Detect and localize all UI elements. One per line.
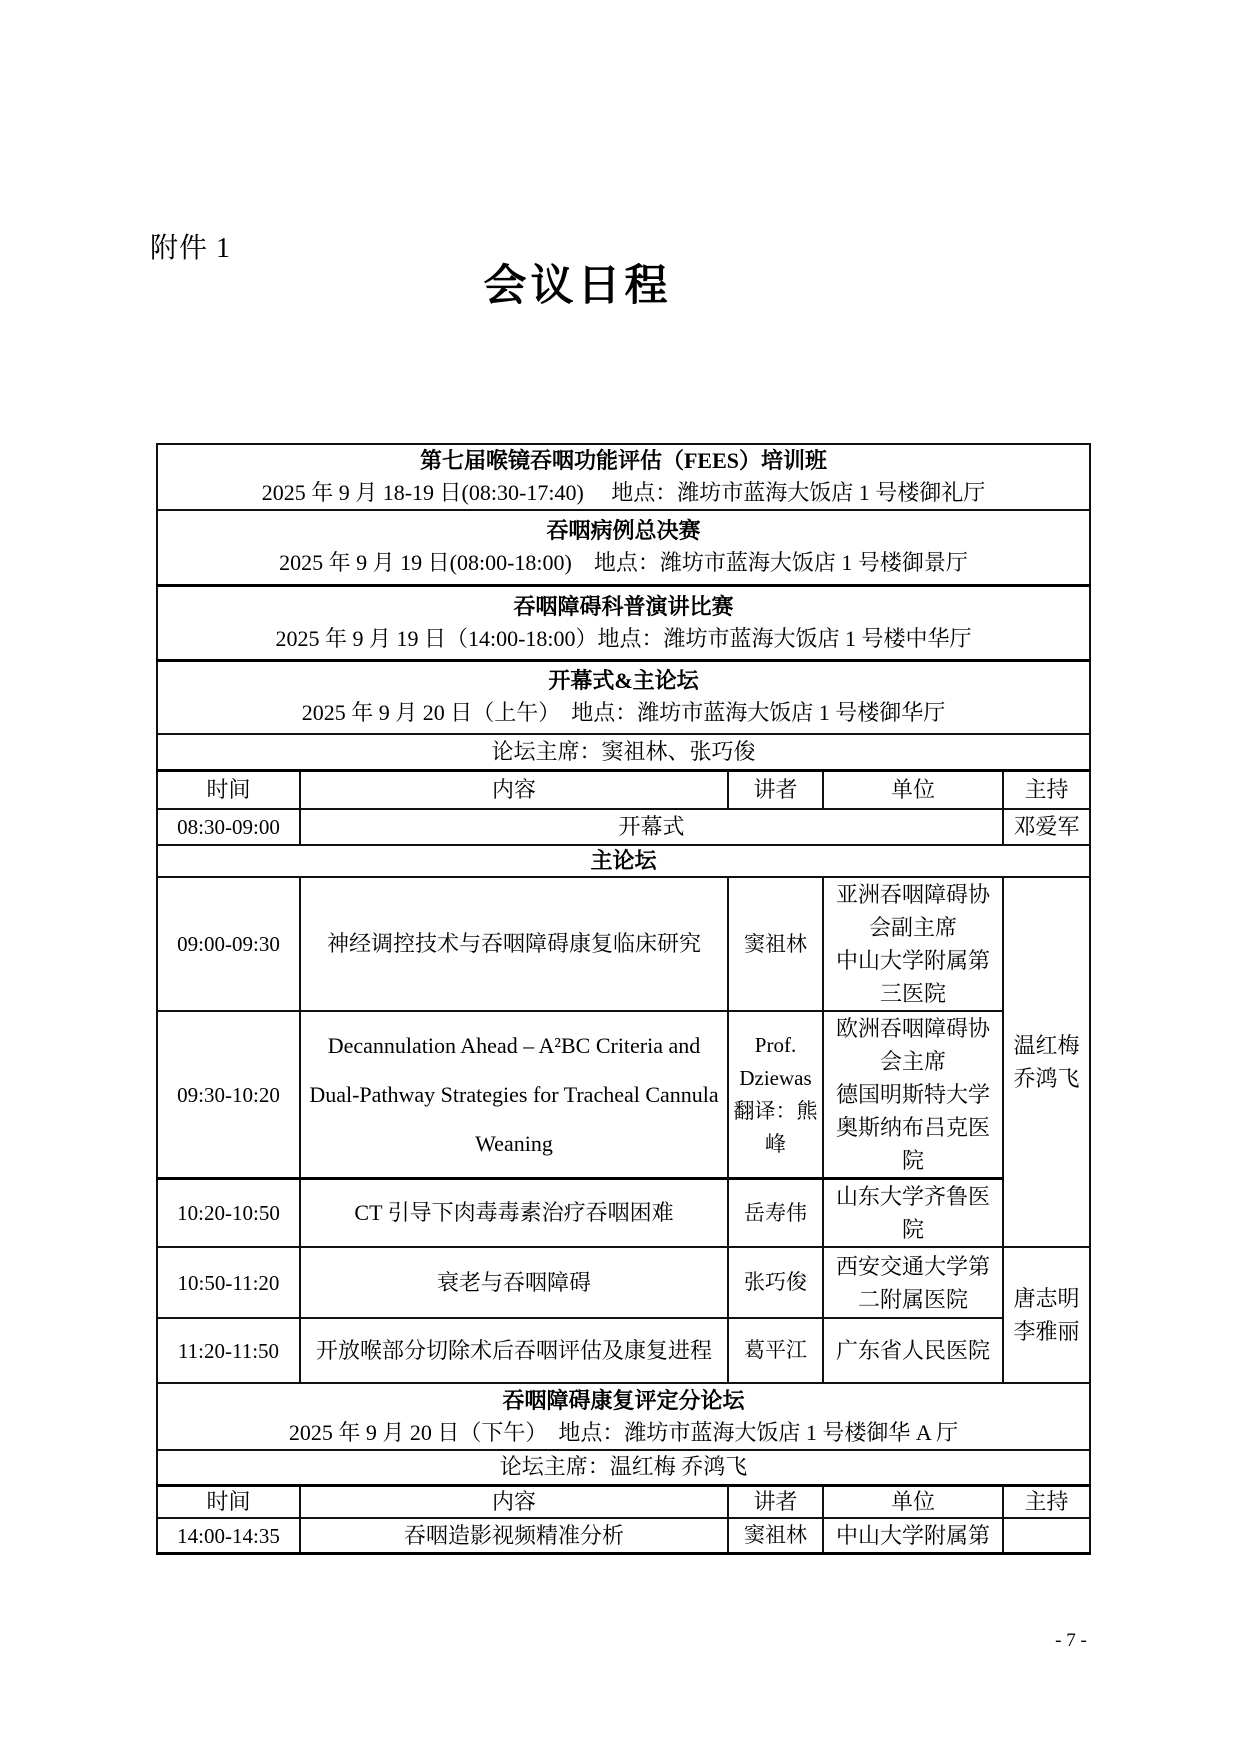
session-cell-subforum [157, 1383, 1090, 1450]
row-affiliation [823, 1011, 1003, 1179]
col-header-host: 主持 [1003, 770, 1090, 809]
schedule-row [157, 1179, 1090, 1248]
session-title: 开幕式&主论坛 [548, 668, 699, 694]
col-header-time: 时间 [157, 770, 300, 809]
session-row-speech-contest [157, 585, 1090, 660]
affiliation-line: 德国明斯特大学奥斯纳布吕克医院 [835, 1082, 990, 1173]
schedule-row-opening [157, 809, 1090, 845]
col-header-time: 时间 [157, 1485, 300, 1518]
affiliation-line: 广东省人民医院 [835, 1338, 990, 1363]
row-content: Decannulation Ahead – A²BC Criteria and Dual-Pathway Strategies for Tracheal Cannula Weaning [300, 1011, 728, 1179]
row-time: 08:30-09:00 [157, 809, 300, 845]
session-schedule: 2025 年 9 月 18-19 日(08:30-17:40) 地点：潍坊市蓝海大饭店 1 号楼御礼厅 [261, 480, 986, 505]
row-speaker: 张巧俊 [728, 1247, 823, 1318]
row-time: 10:20-10:50 [157, 1179, 300, 1248]
col-header-host: 主持 [1003, 1485, 1090, 1518]
col-header-speaker: 讲者 [728, 1485, 823, 1518]
forum-chairs: 论坛主席：窦祖林、张巧俊 [157, 734, 1090, 770]
schedule-row [157, 877, 1090, 1011]
row-time: 10:50-11:20 [157, 1247, 300, 1318]
row-content: CT 引导下肉毒毒素治疗吞咽困难 [300, 1179, 728, 1248]
affiliation-line: 西安交通大学第二附属医院 [835, 1253, 990, 1312]
host-name: 唐志明 [1013, 1286, 1080, 1311]
row-content: 神经调控技术与吞咽障碍康复临床研究 [300, 877, 728, 1011]
host-name: 温红梅 [1013, 1033, 1080, 1058]
page-number: - 7 - [1055, 1630, 1087, 1651]
session-row-fees [157, 444, 1090, 510]
session-row-case-final [157, 510, 1090, 585]
session-schedule: 2025 年 9 月 20 日（下午） 地点：潍坊市蓝海大饭店 1 号楼御华 A 厅 [288, 1419, 959, 1445]
row-speaker: 岳寿伟 [728, 1179, 823, 1248]
session-row-subforum [157, 1383, 1090, 1450]
row-affiliation [823, 1179, 1003, 1248]
row-affiliation: 中山大学附属第 [823, 1518, 1003, 1554]
col-header-affiliation: 单位 [823, 1485, 1003, 1518]
affiliation-line: 欧洲吞咽障碍协会主席 [835, 1016, 990, 1074]
subforum-row [157, 845, 1090, 877]
col-header-content: 内容 [300, 770, 728, 809]
row-content: 衰老与吞咽障碍 [300, 1247, 728, 1318]
affiliation-line: 中山大学附属第三医院 [835, 948, 990, 1006]
row-host: 邓爱军 [1003, 809, 1090, 845]
session-cell-fees [157, 444, 1090, 510]
col-header-affiliation: 单位 [823, 770, 1003, 809]
host-name: 乔鸿飞 [1013, 1066, 1080, 1091]
schedule-row [157, 1518, 1090, 1554]
col-header-content: 内容 [300, 1485, 728, 1518]
session-schedule: 2025 年 9 月 19 日（14:00-18:00）地点：潍坊市蓝海大饭店 1 号楼中华厅 [275, 625, 972, 651]
session-title: 第七届喉镜吞咽功能评估（FEES）培训班 [419, 448, 828, 473]
affiliation-line: 山东大学齐鲁医院 [835, 1184, 990, 1242]
row-affiliation [823, 1318, 1003, 1383]
row-time: 09:30-10:20 [157, 1011, 300, 1179]
page-title: 会议日程 [483, 263, 672, 310]
row-host [1003, 1518, 1090, 1554]
session-title: 吞咽障碍康复评定分论坛 [502, 1387, 745, 1413]
schedule-row [157, 1011, 1090, 1179]
forum-chairs-row [157, 1450, 1090, 1485]
session-row-opening-forum [157, 660, 1090, 734]
row-affiliation [823, 877, 1003, 1011]
row-time: 09:00-09:30 [157, 877, 300, 1011]
row-speaker: 窦祖林 [728, 877, 823, 1011]
affiliation-line: 亚洲吞咽障碍协会副主席 [835, 882, 990, 940]
row-speaker: 窦祖林 [728, 1518, 823, 1554]
session-schedule: 2025 年 9 月 20 日（上午） 地点：潍坊市蓝海大饭店 1 号楼御华厅 [301, 700, 946, 726]
column-header-row [157, 1485, 1090, 1518]
session-cell-case-final [157, 510, 1090, 585]
row-time: 11:20-11:50 [157, 1318, 300, 1383]
session-cell-opening-forum [157, 660, 1090, 734]
forum-chairs-row [157, 734, 1090, 770]
session-schedule: 2025 年 9 月 19 日(08:00-18:00) 地点：潍坊市蓝海大饭店 1 号楼御景厅 [279, 550, 968, 576]
row-content: 开放喉部分切除术后吞咽评估及康复进程 [300, 1318, 728, 1383]
row-speaker: 葛平江 [728, 1318, 823, 1383]
session-cell-speech-contest [157, 585, 1090, 660]
schedule-row [157, 1318, 1090, 1383]
session-title: 吞咽障碍科普演讲比赛 [513, 593, 734, 619]
row-affiliation [823, 1247, 1003, 1318]
column-header-row [157, 770, 1090, 809]
row-host-group-1 [1003, 877, 1090, 1247]
row-content: 开幕式 [300, 809, 1003, 845]
row-host-group-2 [1003, 1247, 1090, 1383]
schedule-row [157, 1247, 1090, 1318]
row-content: 吞咽造影视频精准分析 [300, 1518, 728, 1554]
subforum-title: 主论坛 [157, 845, 1090, 877]
forum-chairs: 论坛主席：温红梅 乔鸿飞 [157, 1450, 1090, 1485]
session-title: 吞咽病例总决赛 [546, 518, 701, 544]
host-name: 李雅丽 [1013, 1319, 1080, 1344]
attachment-label: 附件 1 [150, 233, 232, 264]
col-header-speaker: 讲者 [728, 770, 823, 809]
row-speaker: Prof. Dziewas 翻译：熊峰 [728, 1011, 823, 1179]
row-time: 14:00-14:35 [157, 1518, 300, 1554]
conference-schedule-table [156, 443, 1091, 1555]
